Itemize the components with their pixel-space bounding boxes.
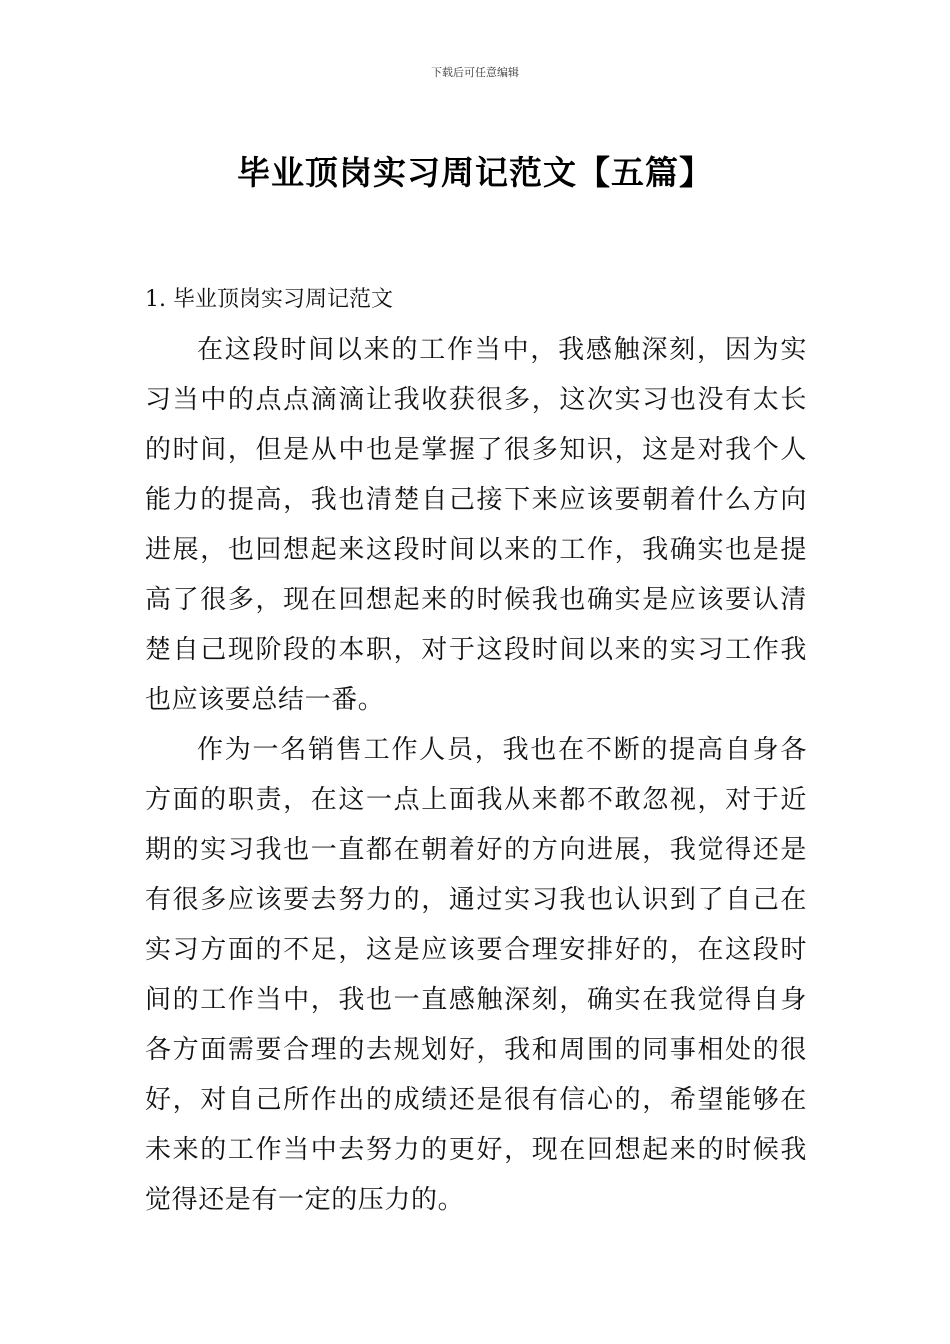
header-note: 下载后可任意编辑 (431, 66, 519, 79)
document-body (145, 275, 807, 1225)
document-title: 毕业顶岗实习周记范文【五篇】 (237, 153, 713, 193)
body-paragraph: 在这段时间以来的工作当中，我感触深刻，因为实习当中的点点滴滴让我收获很多，这次实习也没有太长的时间，但是从中也是掌握了很多知识，这是对我个人能力的提高，我也清楚自己接下来应该要朝着什么方向进展，也回想起来这段时间以来的工作，我确实也是提高了很多，现在回想起来的时候我也确实是应该要认清楚自己现阶段的本职，对于这段时间以来的实习工作我也应该要总结一番。 (145, 335, 807, 715)
section-heading: 1. 毕业顶岗实习周记范文 (145, 287, 393, 312)
body-paragraph: 作为一名销售工作人员，我也在不断的提高自身各方面的职责，在这一点上面我从来都不敢忽视，对于近期的实习我也一直都在朝着好的方向进展，我觉得还是有很多应该要去努力的，通过实习我也认识到了自己在实习方面的不足，这是应该要合理安排好的，在这段时间的工作当中，我也一直感触深刻，确实在我觉得自身各方面需要合理的去规划好，我和周围的同事相处的很好，对自己所作出的成绩还是很有信心的，希望能够在未来的工作当中去努力的更好，现在回想起来的时候我觉得还是有一定的压力的。 (145, 735, 807, 1215)
